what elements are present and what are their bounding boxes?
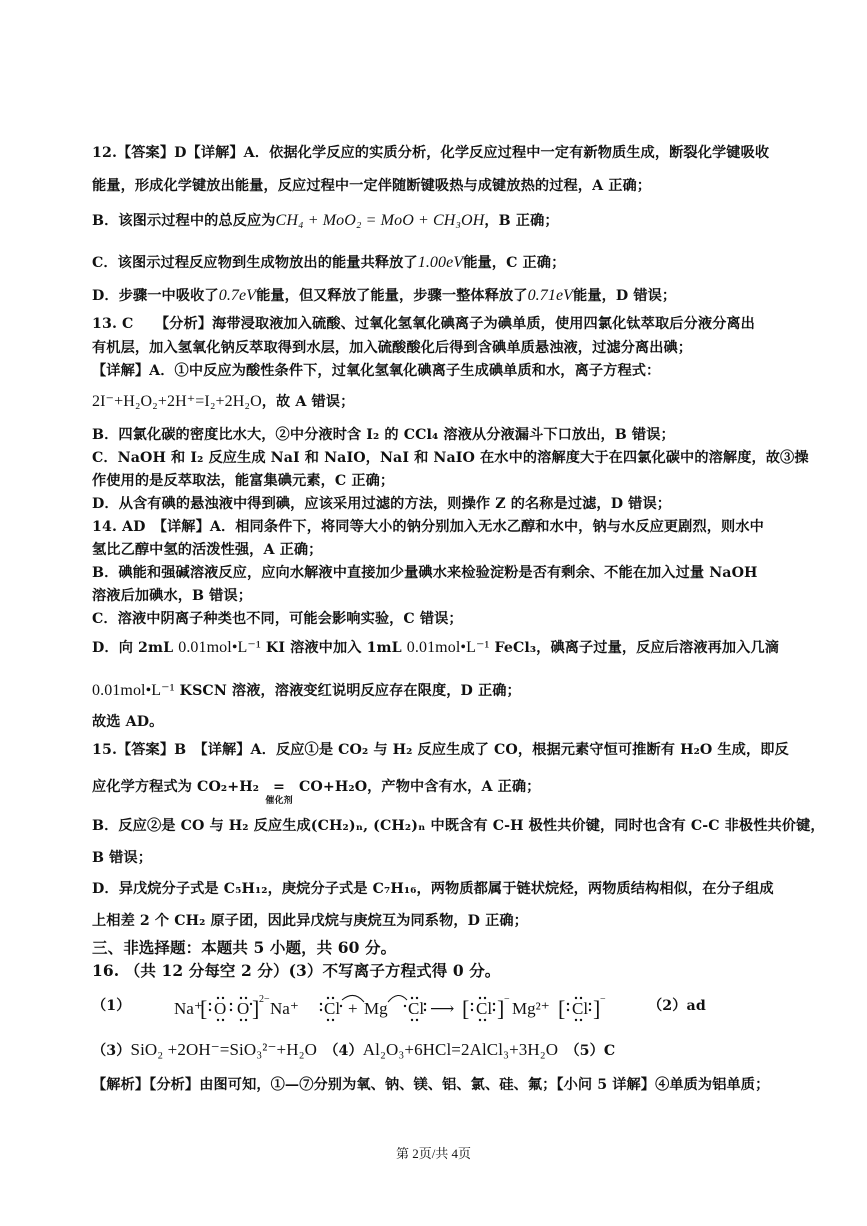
catalyst-equals	[259, 777, 299, 806]
answer-13-line-5: B．四氯化碳的密度比水大，②中分液时含 I₂ 的 CCl₄ 溶液从分液漏斗下口放出，B 错误；	[92, 427, 675, 443]
bracket-right: ]	[593, 996, 601, 1021]
equals-sign: =	[273, 779, 286, 795]
answer-15-line-2	[92, 777, 805, 806]
answer-14-line-5: C．溶液中阴离子种类也不同，可能会影响实验，C 错误；	[92, 611, 463, 627]
text-segment: KSCN 溶液，溶液变红说明反应存在限度，D 正确；	[179, 683, 521, 699]
reaction-arrow: ⟶	[430, 999, 455, 1018]
answer-16-part-2: （2）ad	[648, 998, 706, 1014]
text-segment: D．步骤一中吸收了	[92, 288, 219, 304]
text-segment: B．该图示过程中的总反应为	[92, 213, 276, 229]
answer-15-line-5: D．异戊烷分子式是 C₅H₁₂，庚烷分子式是 C₇H₁₆，两物质都属于链状烷烃，两物质结构相似，在分子组成	[92, 881, 774, 897]
chloride-ion: Cl	[476, 999, 493, 1018]
answer-14-line-2: 氢比乙醇中氢的活泼性强，A 正确；	[92, 542, 323, 558]
bracket-right: ]	[252, 996, 260, 1021]
answer-13-line-4	[92, 392, 805, 412]
charge-label: 2−	[259, 994, 270, 1005]
answer-15-line-6: 上相差 2 个 CH₂ 原子团，因此异戊烷与庚烷互为同系物，D 正确；	[92, 913, 528, 929]
bracket-left: [	[558, 996, 566, 1021]
energy-value: 0.7eV	[218, 287, 257, 304]
text-segment: 能量，C 正确；	[463, 255, 566, 271]
text-segment: 能量，但又释放了能量，步骤一整体释放了	[256, 288, 528, 304]
concentration-value: 0.01mol•L⁻¹	[178, 639, 261, 656]
answer-13-line-7: 作使用的是反萃取法，能富集碘元素，C 正确；	[92, 473, 395, 489]
text-segment: FeCl₃，碘离子过量，反应后溶液再加入几滴	[494, 640, 780, 656]
answer-16-part-1-label: （1）	[92, 998, 131, 1014]
text-segment: KI 溶液中加入 1mL	[265, 640, 402, 656]
question-16-header: 16. （共 12 分每空 2 分）(3）不写离子方程式得 0 分。	[92, 961, 501, 980]
charge-label: −	[600, 994, 606, 1005]
concentration-value: 0.01mol•L⁻¹	[92, 682, 175, 699]
bracket-left: [	[462, 996, 470, 1021]
answer-15-line-3: B．反应②是 CO 与 H₂ 反应生成(CH₂)ₙ, (CH₂)ₙ 中既含有 C-H 极性共价键，同时也含有 C-C 非极性共价键，	[92, 818, 825, 834]
text-segment: （5）C	[572, 1043, 616, 1059]
ionic-equation: 2I⁻+H₂O₂+2H⁺=I₂+2H₂O	[92, 393, 262, 410]
answer-13-line-6: C．NaOH 和 I₂ 反应生成 NaI 和 NaIO，NaI 和 NaIO 在水中的溶解度大于在四氯化碳中的溶解度，故③操	[92, 450, 809, 466]
text-segment: CO+H₂O，产物中含有水，A 正确；	[299, 779, 541, 795]
page-number-footer: 第 2页/共 4页	[395, 1146, 472, 1161]
chloride-ion: Cl	[572, 999, 589, 1018]
answer-14-line-1: 14. AD 【详解】A．相同条件下，将同等大小的钠分别加入无水乙醇和水中，钠与水反应更剧烈，则水中	[92, 519, 764, 535]
text-segment: D．向 2mL	[92, 640, 174, 656]
text-segment: （3）	[92, 1043, 131, 1059]
alumina-equation: Al₂O₃+6HCl=2AlCl₃+3H₂O	[362, 1040, 559, 1059]
energy-value: 0.71eV	[527, 287, 574, 304]
answer-14-line-7	[92, 681, 805, 701]
answer-12-line-3	[92, 211, 805, 231]
section-heading: 三、非选择题：本题共 5 小题，共 60 分。	[92, 938, 397, 957]
catalyst-label: 催化剂	[265, 796, 293, 806]
chlorine-atom: Cl	[324, 999, 341, 1018]
text-segment: （4）	[331, 1043, 363, 1059]
silica-equation: SiO₂ +2OH⁻=SiO₃²⁻+H₂O	[130, 1040, 317, 1059]
electron-transfer-arrow	[388, 995, 407, 1002]
sodium-ion: Na⁺	[270, 999, 299, 1018]
answer-13-line-3: 【详解】A．①中反应为酸性条件下，过氧化氢氧化碘离子生成碘单质和水，离子方程式：	[92, 363, 661, 379]
oxygen-atom: O	[214, 999, 227, 1018]
answer-12-line-1: 12.【答案】D【详解】A．依据化学反应的实质分析，化学反应过程中一定有新物质生成，断裂化学键吸收	[92, 145, 770, 161]
answer-14-line-4: 溶液后加碘水，B 错误；	[92, 588, 253, 604]
answer-12-line-4	[92, 253, 805, 273]
magnesium-atom: Mg	[364, 999, 388, 1018]
text-segment: C．该图示过程反应物到生成物放出的能量共释放了	[92, 255, 418, 271]
answer-13-line-1: 13. C 【分析】海带浸取液加入硫酸、过氧化氢氧化碘离子为碘单质，使用四氯化钛萃取后分液分离出	[92, 316, 755, 332]
oxygen-atom: O	[237, 999, 250, 1018]
answer-13-line-2: 有机层，加入氢氧化钠反萃取得到水层，加入硫酸酸化后得到含碘单质悬浊液，过滤分离出碘；	[92, 340, 693, 356]
answer-14-line-8: 故选 AD。	[92, 714, 164, 730]
answer-14-line-6	[92, 638, 805, 658]
answer-13-line-8: D．从含有碘的悬浊液中得到碘，应该采用过滤的方法，则操作 Z 的名称是过滤，D 错误；	[92, 496, 672, 512]
plus-sign: +	[348, 999, 358, 1018]
text-segment: ，B 正确；	[484, 213, 559, 229]
charge-label: −	[504, 994, 510, 1005]
bracket-right: ]	[497, 996, 505, 1021]
answer-14-line-3: B．碘能和强碱溶液反应，应向水解液中直接加少量碘水来检验淀粉是否有剩余、不能在加入过量 NaOH	[92, 565, 758, 581]
sodium-ion: Na⁺	[174, 999, 203, 1018]
answer-15-line-1: 15.【答案】B 【详解】A．反应①是 CO₂ 与 H₂ 反应生成了 CO，根据元素守恒可推断有 H₂O 生成，即反	[92, 742, 789, 758]
bracket-left: [	[200, 996, 208, 1021]
answer-12-line-5	[92, 286, 805, 306]
answer-16-analysis: 【解析】【分析】由图可知，①—⑦分别为氧、钠、镁、铝、氯、硅、氟；【小问 5 详解】④单质为铝单质；	[92, 1077, 770, 1093]
energy-value: 1.00eV	[417, 254, 464, 271]
total-reaction-formula: CH₄ + MoO₂ = MoO + CH₃OH	[275, 212, 485, 229]
text-segment: ，故 A 错误；	[261, 394, 355, 410]
answer-12-line-2: 能量，形成化学键放出能量，反应过程中一定伴随断键吸热与成键放热的过程，A 正确；	[92, 178, 652, 194]
text-segment: 能量，D 错误；	[573, 288, 677, 304]
magnesium-ion: Mg²⁺	[512, 999, 550, 1018]
text-segment: 应化学方程式为 CO₂+H₂	[92, 779, 260, 795]
answer-16-line-equations	[92, 1040, 805, 1061]
concentration-value: 0.01mol•L⁻¹	[406, 639, 490, 656]
chlorine-atom: Cl	[408, 999, 425, 1018]
answer-15-line-4: B 错误；	[92, 850, 152, 866]
